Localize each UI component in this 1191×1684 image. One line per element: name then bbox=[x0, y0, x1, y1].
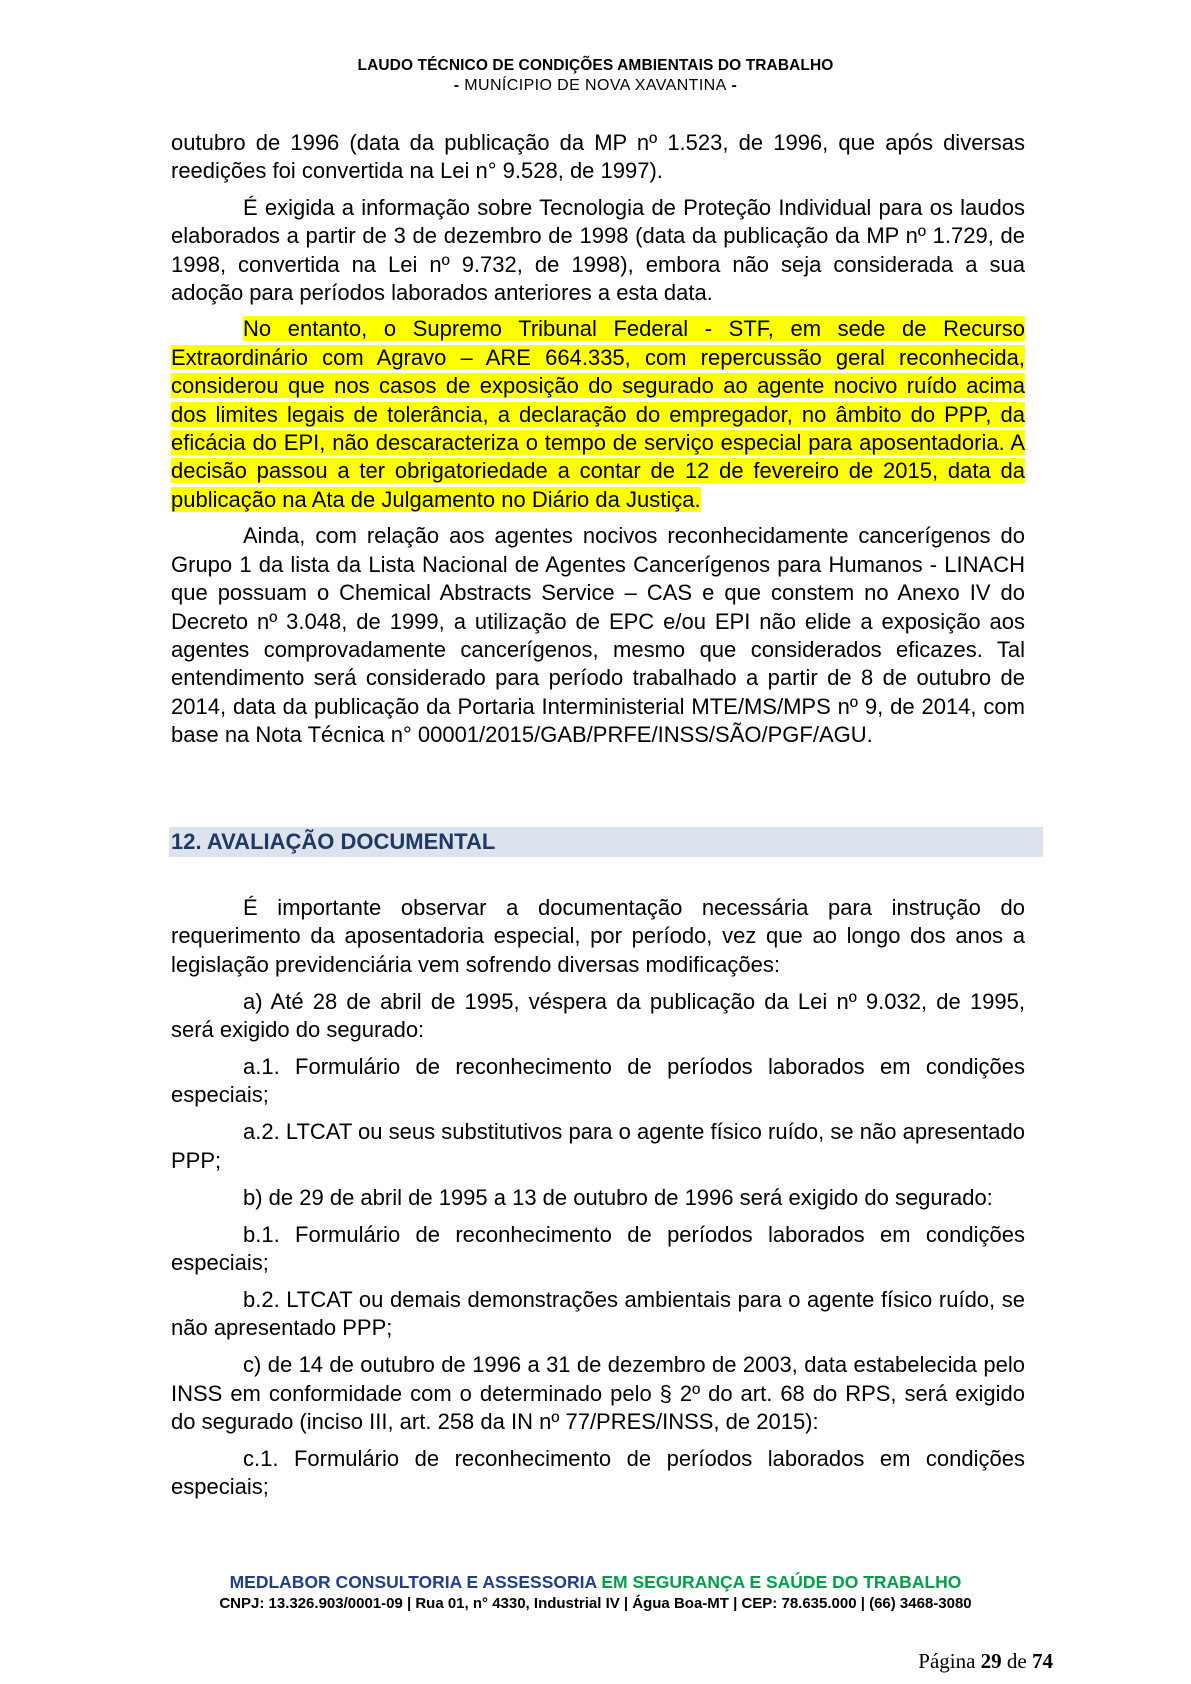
highlighted-text: No entanto, o Supremo Tribunal Federal - STF, em sede de Recurso Extraordinário com Agravo – ARE 664.335, com repercussão geral reconhecida, considerou que nos casos de exposição do segurado ao agente nocivo ruído acima dos limites legais de tolerância, a declaração do empregador, no âmbito do PPP, da eficácia do EPI, não descaracteriza o tempo de serviço especial para aposentadoria. A decisão passou a ter obrigatoriedade a contar de 12 de fevereiro de 2015, data da publicação na Ata de Julgamento no Diário da Justiça. bbox=[171, 316, 1025, 512]
subtitle-prefix: - bbox=[453, 77, 465, 94]
paragraph-item-a1: a.1. Formulário de reconhecimento de períodos laborados em condições especiais; bbox=[171, 1054, 1025, 1108]
municipality-name: MUNÍCIPIO DE NOVA XAVANTINA bbox=[464, 77, 727, 94]
company-name-green: EM SEGURANÇA E SAÚDE DO TRABALHO bbox=[601, 1572, 962, 1592]
company-name bbox=[0, 1571, 1191, 1593]
page-label: Página bbox=[918, 1649, 981, 1673]
page-header bbox=[0, 56, 1191, 96]
page-number bbox=[918, 1648, 1053, 1674]
section-body bbox=[171, 894, 1025, 1510]
paragraph-item-a2: a.2. LTCAT ou seus substitutivos para o agente físico ruído, se não apresentado PPP; bbox=[171, 1119, 1025, 1173]
paragraph-item-c: c) de 14 de outubro de 1996 a 31 de dezembro de 2003, data estabelecida pelo INSS em conformidade com o determinado pelo § 2º do art. 68 do RPS, será exigido do segurado (inciso III, art. 258 da IN nº 77/PRES/INSS, de 2015): bbox=[171, 1352, 1025, 1434]
paragraph-item-c1: c.1. Formulário de reconhecimento de períodos laborados em condições especiais; bbox=[171, 1445, 1025, 1500]
page-total: 74 bbox=[1032, 1649, 1053, 1673]
company-address: CNPJ: 13.326.903/0001-09 | Rua 01, n° 4330, Industrial IV | Água Boa-MT | CEP: 78.635.000 | (66) 3468-3080 bbox=[219, 1595, 972, 1612]
paragraph-agentes-cancerigenos: Ainda, com relação aos agentes nocivos reconhecidamente cancerígenos do Grupo 1 da lista da Lista Nacional de Agentes Cancerígenos para Humanos - LINACH que possuam o Chemical Abstracts Service – CAS e que constem no Anexo IV do Decreto nº 3.048, de 1999, a utilização de EPC e/ou EPI não elide a exposição aos agentes comprovadamente cancerígenos, mesmo que considerados eficazes. Tal entendimento será considerado para período trabalhado a partir de 8 de outubro de 2014, data da publicação da Portaria Interministerial MTE/MS/MPS nº 9, de 2014, com base na Nota Técnica n° 00001/2015/GAB/PRFE/INSS/SÃO/PGF/AGU. bbox=[171, 523, 1025, 748]
page-current: 29 bbox=[980, 1649, 1002, 1673]
body-text bbox=[171, 129, 1025, 758]
subtitle-suffix: - bbox=[726, 77, 738, 94]
paragraph-tecnologia-protecao: É exigida a informação sobre Tecnologia de Proteção Individual para os laudos elaborados a partir de 3 de dezembro de 1998 (data da publicação da MP nº 1.729, de 1998, convertida na Lei nº 9.732, de 1998), embora não seja considerada a sua adoção para períodos laborados anteriores a esta data. bbox=[171, 194, 1025, 306]
document-title: LAUDO TÉCNICO DE CONDIÇÕES AMBIENTAIS DO TRABALHO bbox=[357, 57, 834, 74]
page-footer bbox=[0, 1571, 1191, 1615]
paragraph-item-a: a) Até 28 de abril de 1995, véspera da publicação da Lei nº 9.032, de 1995, será exigido do segurado: bbox=[171, 988, 1025, 1043]
paragraph-item-b2: b.2. LTCAT ou demais demonstrações ambientais para o agente físico ruído, se não apresentado PPP; bbox=[171, 1286, 1025, 1341]
paragraph-stf-highlight bbox=[171, 315, 1025, 514]
document-subtitle bbox=[0, 76, 1191, 96]
paragraph-item-b: b) de 29 de abril de 1995 a 13 de outubro de 1996 será exigido do segurado: bbox=[243, 1184, 993, 1210]
paragraph-item-b1: b.1. Formulário de reconhecimento de períodos laborados em condições especiais; bbox=[171, 1221, 1025, 1275]
section-heading: 12. AVALIAÇÃO DOCUMENTAL bbox=[169, 827, 1043, 857]
paragraph-mp-1523: outubro de 1996 (data da publicação da MP nº 1.523, de 1996, que após diversas reedições foi convertida na Lei n° 9.528, de 1997). bbox=[171, 130, 1025, 184]
company-name-blue: MEDLABOR CONSULTORIA E ASSESSORIA bbox=[229, 1572, 602, 1592]
paragraph-intro: É importante observar a documentação necessária para instrução do requerimento da aposentadoria especial, por período, vez que ao longo dos anos a legislação previdenciária vem sofrendo diversas modificações: bbox=[171, 895, 1025, 977]
page-separator: de bbox=[1001, 1649, 1032, 1673]
